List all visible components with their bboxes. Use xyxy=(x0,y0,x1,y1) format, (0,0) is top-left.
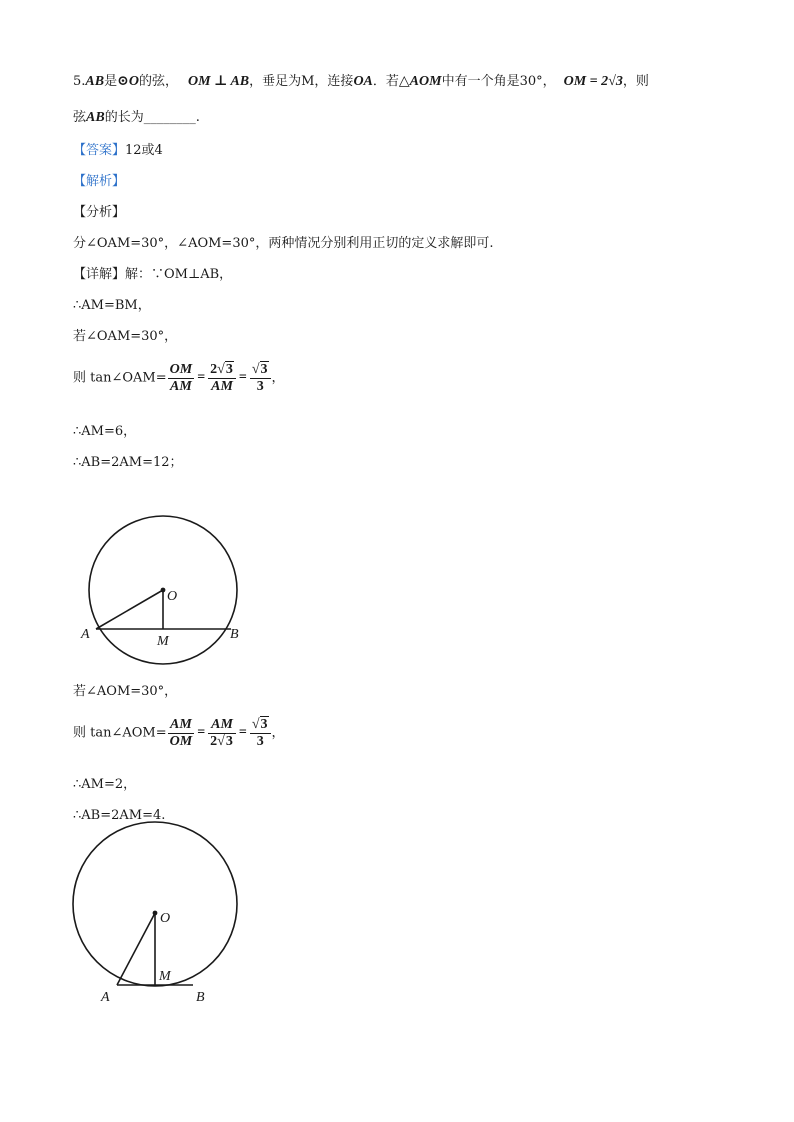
figure-2-label-m: M xyxy=(159,969,171,984)
math-circle-o: ⊙O xyxy=(117,74,139,89)
step-am-eq-bm: ∴AM=BM， xyxy=(73,298,151,313)
fraction-denominator: AM xyxy=(211,378,233,394)
fraction-denominator: OM xyxy=(169,733,193,749)
figure-1-label-m: M xyxy=(157,634,169,649)
text-foot: ，垂足为M，连接 xyxy=(249,74,354,89)
question-number: 5. xyxy=(73,74,86,89)
text-is: 是 xyxy=(104,74,118,89)
detail-intro: 解：∵OM⊥AB， xyxy=(125,267,233,282)
figure-1-radius-oa xyxy=(96,590,163,629)
tan-oam-prefix: 则 tan∠OAM= xyxy=(73,370,167,386)
figure-1-label-o: O xyxy=(167,589,178,604)
fenxi-text: 分∠OAM=30°，∠AOM=30°，两种情况分别利用正切的定义求解即可. xyxy=(73,236,494,251)
case-1-heading: 若∠OAM=30°， xyxy=(73,329,178,344)
coefficient: 2 xyxy=(210,361,218,377)
step-ab-12: ∴AB=2AM=12； xyxy=(73,455,183,470)
figure-1-label-b: B xyxy=(230,627,239,642)
math-om-perp-ab: OM ⊥ AB xyxy=(187,74,250,89)
coefficient: 2 xyxy=(210,733,218,749)
equals-sign: = xyxy=(238,725,247,740)
case-2-heading: 若∠AOM=30°， xyxy=(73,684,178,699)
sqrt-icon: √3 xyxy=(217,733,233,749)
equals-sign: = xyxy=(197,725,206,740)
step-am-2: ∴AM=2， xyxy=(73,777,137,792)
figure-2-radius-oa xyxy=(117,913,155,985)
figure-1-label-a: A xyxy=(81,627,90,642)
radicand: 3 xyxy=(260,716,268,732)
math-om-eq: OM = 2√3 xyxy=(563,74,623,89)
figure-2-label-a: A xyxy=(101,990,110,1005)
text-if: ．若 xyxy=(372,74,399,89)
answer-tag: 【答案】 xyxy=(73,143,126,158)
figure-2-center-dot xyxy=(153,911,158,916)
sqrt-icon: √3 xyxy=(251,716,268,732)
text-chord: 弦 xyxy=(73,110,87,125)
answer-value: 12或4 xyxy=(125,143,163,158)
figure-2 xyxy=(73,822,237,1005)
fraction-numerator: AM xyxy=(208,717,236,734)
equals-sign: = xyxy=(197,370,206,385)
equation-end: ， xyxy=(271,370,285,386)
math-ab-2: AB xyxy=(86,110,105,125)
figure-2-label-o: O xyxy=(160,911,171,926)
tan-aom-prefix: 则 tan∠AOM= xyxy=(73,725,167,741)
fraction-numerator: OM xyxy=(169,361,193,377)
step-am-6: ∴AM=6， xyxy=(73,424,137,439)
figure-1 xyxy=(80,516,239,664)
figure-2-label-b: B xyxy=(196,990,205,1005)
fenxi-tag: 【分析】 xyxy=(73,205,126,220)
radicand: 3 xyxy=(260,361,268,377)
fraction-denominator: 3 xyxy=(256,733,264,749)
detail-tag: 【详解】 xyxy=(73,267,126,282)
figure-1-center-dot xyxy=(161,588,166,593)
math-ab: AB xyxy=(85,74,105,89)
math-oa: OA xyxy=(353,74,373,89)
sqrt-icon: √3 xyxy=(251,361,268,377)
analysis-tag: 【解析】 xyxy=(73,174,126,189)
sqrt-icon: √3 xyxy=(217,361,233,377)
radicand: 3 xyxy=(225,733,233,749)
fraction-numerator: AM xyxy=(168,717,195,734)
text-length-blank: 的长为________. xyxy=(104,110,200,125)
step-ab-4: ∴AB=2AM=4. xyxy=(73,808,166,823)
equation-end: ， xyxy=(271,725,285,741)
radicand: 3 xyxy=(225,361,233,377)
text-has-angle: 中有一个角是30°， xyxy=(441,74,556,89)
math-triangle-aom: △AOM xyxy=(398,74,442,89)
text-then: ，则 xyxy=(622,74,649,89)
equals-sign: = xyxy=(238,370,247,385)
fraction-denominator: AM xyxy=(170,378,192,394)
text-chord-of: 的弦， xyxy=(138,74,178,89)
fraction-denominator: 3 xyxy=(256,378,264,394)
